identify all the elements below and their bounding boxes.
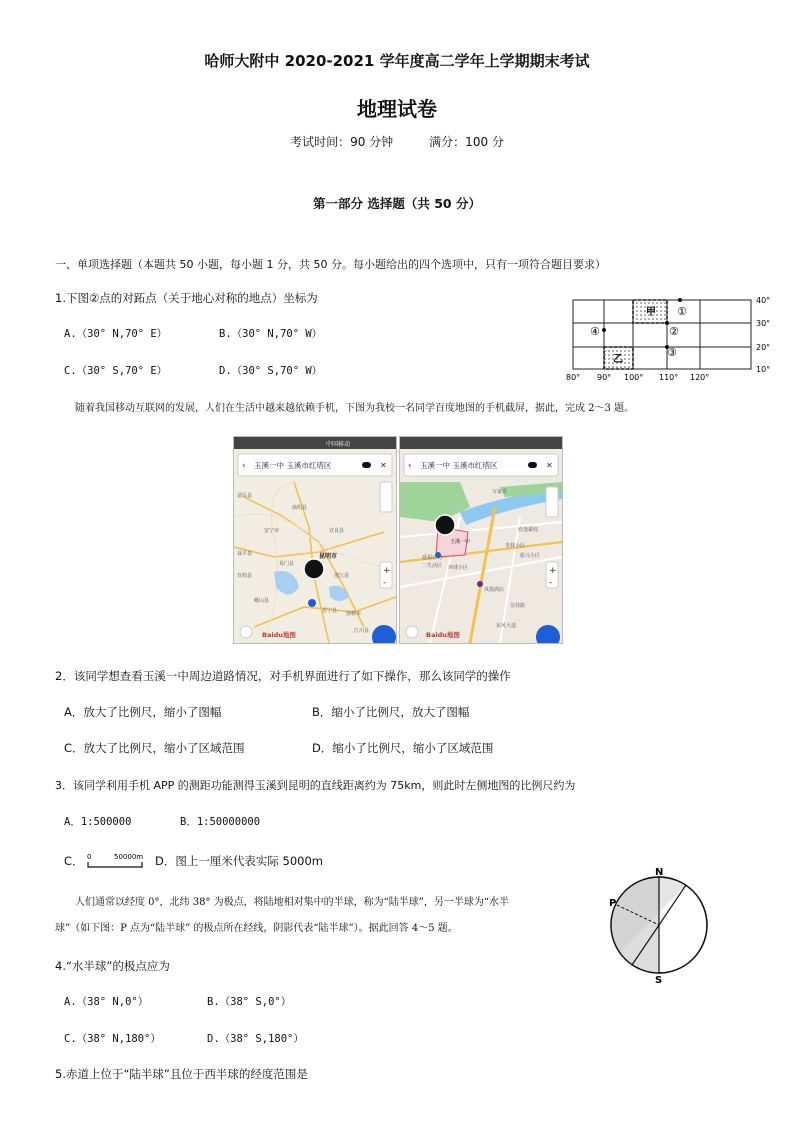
q3-option-c-prefix: C．: [64, 854, 84, 868]
point-4: ④: [590, 325, 600, 338]
scale-zero: 0: [87, 853, 92, 861]
point-2: ②: [669, 325, 679, 338]
intro-2-3: 随着我国移动互联网的发展，人们在生活中越来越依赖手机，下图为我校一名同学百度地图的手机截屏，据此，完成 2～3 题。: [75, 403, 635, 414]
svg-text:振兴小区: 振兴小区: [520, 553, 541, 559]
svg-text:富民县: 富民县: [237, 493, 253, 499]
phone-screenshot-right: [399, 436, 563, 644]
lat-label: 40°: [756, 296, 771, 305]
svg-text:✕: ✕: [546, 461, 553, 470]
q1-grid-figure: [560, 290, 780, 385]
point-1: ①: [677, 305, 687, 318]
globe-p-label: P: [609, 898, 617, 909]
intro-4-5-line1: 人们通常以经度 0°，北纬 38° 为极点，将陆地相对集中的半球，称为“陆半球”，另一半球为“水半: [75, 897, 509, 908]
q1-option-d: D.（30° S,70° W）: [219, 365, 323, 377]
lat-label: 10°: [756, 365, 771, 374]
q1-stem: 1.下图②点的对跖点（关于地心对称的地点）坐标为: [55, 291, 318, 305]
svg-text:晋宁县: 晋宁县: [322, 608, 338, 614]
q1-option-a: A.（30° N,70° E）: [64, 328, 168, 340]
svg-text:-: -: [549, 578, 553, 588]
scale-length: 50000m: [114, 853, 144, 861]
q5-stem: 5.赤道上位于“陆半球”且位于西半球的经度范围是: [55, 1067, 308, 1081]
lat-label: 30°: [756, 319, 771, 328]
region-yi: 乙: [613, 354, 623, 365]
q2-option-d: D．缩小了比例尺，缩小了区域范围: [312, 741, 494, 755]
q2-option-c: C．放大了比例尺，缩小了区域范围: [64, 741, 245, 755]
q3-option-d: D．图上一厘米代表实际 5000m: [155, 854, 323, 868]
exam-info: 考试时间：90 分钟 满分：100 分: [290, 135, 504, 149]
intro-4-5-line2: 球”（如下图：P 点为“陆半球” 的极点所在经线，阴影代表“陆半球”）。据此回答 4～5 题。: [55, 923, 458, 934]
q2-stem: 2．该同学想查看玉溪一中周边道路情况，对手机界面进行了如下操作，那么该同学的操作: [55, 669, 511, 683]
q4-option-b: B.（38° S,0°）: [207, 996, 292, 1008]
section-title: 第一部分 选择题（共 50 分）: [313, 196, 481, 211]
svg-text:万家乐: 万家乐: [492, 489, 508, 495]
q4-stem: 4.“水半球”的极点应为: [55, 959, 170, 973]
svg-text:嵩明县: 嵩明县: [292, 505, 308, 511]
svg-text:易门县: 易门县: [279, 561, 295, 567]
search-box-right[interactable]: 玉溪一中 玉溪市红塔区: [420, 461, 498, 470]
svg-text:东风大道: 东风大道: [496, 623, 517, 629]
lon-label: 100°: [624, 373, 644, 382]
svg-text:欣逸豪庭: 欣逸豪庭: [518, 527, 539, 533]
point-3: ③: [667, 346, 677, 359]
svg-text:+: +: [549, 566, 557, 576]
svg-text:宜良县: 宜良县: [329, 528, 345, 534]
svg-text:环球小区: 环球小区: [448, 565, 469, 571]
svg-text:昆明市: 昆明市: [319, 553, 338, 560]
svg-text:‹: ‹: [242, 461, 246, 471]
svg-text:延福公司: 延福公司: [422, 555, 443, 561]
q2-option-a: A．放大了比例尺，缩小了图幅: [64, 705, 222, 719]
status-carrier: 中国移动: [326, 441, 351, 448]
svg-text:弥勒市: 弥勒市: [346, 611, 362, 617]
svg-text:玉溪一中: 玉溪一中: [450, 539, 471, 545]
q4-option-c: C.（38° N,180°）: [64, 1033, 161, 1045]
baidu-logo-right: Baidu地图: [426, 631, 460, 639]
svg-text:澄江县: 澄江县: [334, 573, 350, 579]
phone-screenshot-left: [233, 436, 397, 644]
q4-option-a: A.（38° N,0°）: [64, 996, 149, 1008]
subject-title: 地理试卷: [357, 97, 437, 121]
q2-option-b: B．缩小了比例尺，放大了图幅: [312, 705, 470, 719]
exam-title: 哈师大附中 2020-2021 学年度高二学年上学期期末考试: [204, 52, 590, 70]
globe-south-label: S: [655, 975, 663, 984]
q1-option-c: C.（30° S,70° E）: [64, 365, 168, 377]
svg-text:二生活区: 二生活区: [422, 563, 443, 569]
q3-option-a: A．1:500000: [64, 816, 132, 828]
q1-option-b: B.（30° N,70° W）: [219, 328, 323, 340]
svg-text:青林小区: 青林小区: [505, 543, 526, 549]
lon-label: 90°: [597, 373, 612, 382]
svg-text:杂技路: 杂技路: [510, 603, 526, 609]
q3-stem: 3．该同学利用手机 APP 的测距功能测得玉溪到昆明的直线距离约为 75km，则此时左侧地图的比例尺约为: [55, 779, 576, 792]
svg-text:峨山县: 峨山县: [254, 598, 270, 604]
q3-scale-bar: [82, 850, 150, 872]
globe-figure: [600, 866, 720, 984]
region-jia: 甲: [646, 307, 656, 318]
lon-label: 80°: [566, 373, 581, 382]
q3-option-b: B．1:50000000: [180, 816, 261, 828]
svg-text:✕: ✕: [380, 461, 387, 470]
section-instructions: 一、单项选择题（本题共 50 小题，每小题 1 分，共 50 分。每小题给出的四个选项中，只有一项符合题目要求）: [55, 258, 606, 271]
lat-label: 20°: [756, 343, 771, 352]
svg-text:-: -: [383, 578, 387, 588]
lon-label: 110°: [659, 373, 679, 382]
lon-label: 120°: [690, 373, 710, 382]
search-box-left[interactable]: 玉溪一中 玉溪市红塔区: [254, 461, 332, 470]
svg-text:安宁市: 安宁市: [264, 528, 280, 534]
svg-text:双柏县: 双柏县: [237, 573, 253, 579]
globe-north-label: N: [655, 867, 664, 878]
svg-text:+: +: [383, 566, 391, 576]
svg-text:禄丰县: 禄丰县: [237, 551, 253, 557]
svg-text:江川县: 江川县: [354, 628, 370, 634]
svg-text:凤凰酒店: 凤凰酒店: [484, 587, 505, 593]
q4-option-d: D.（38° S,180°）: [207, 1033, 304, 1045]
svg-text:‹: ‹: [408, 461, 412, 471]
baidu-logo-left: Baidu地图: [262, 631, 296, 639]
